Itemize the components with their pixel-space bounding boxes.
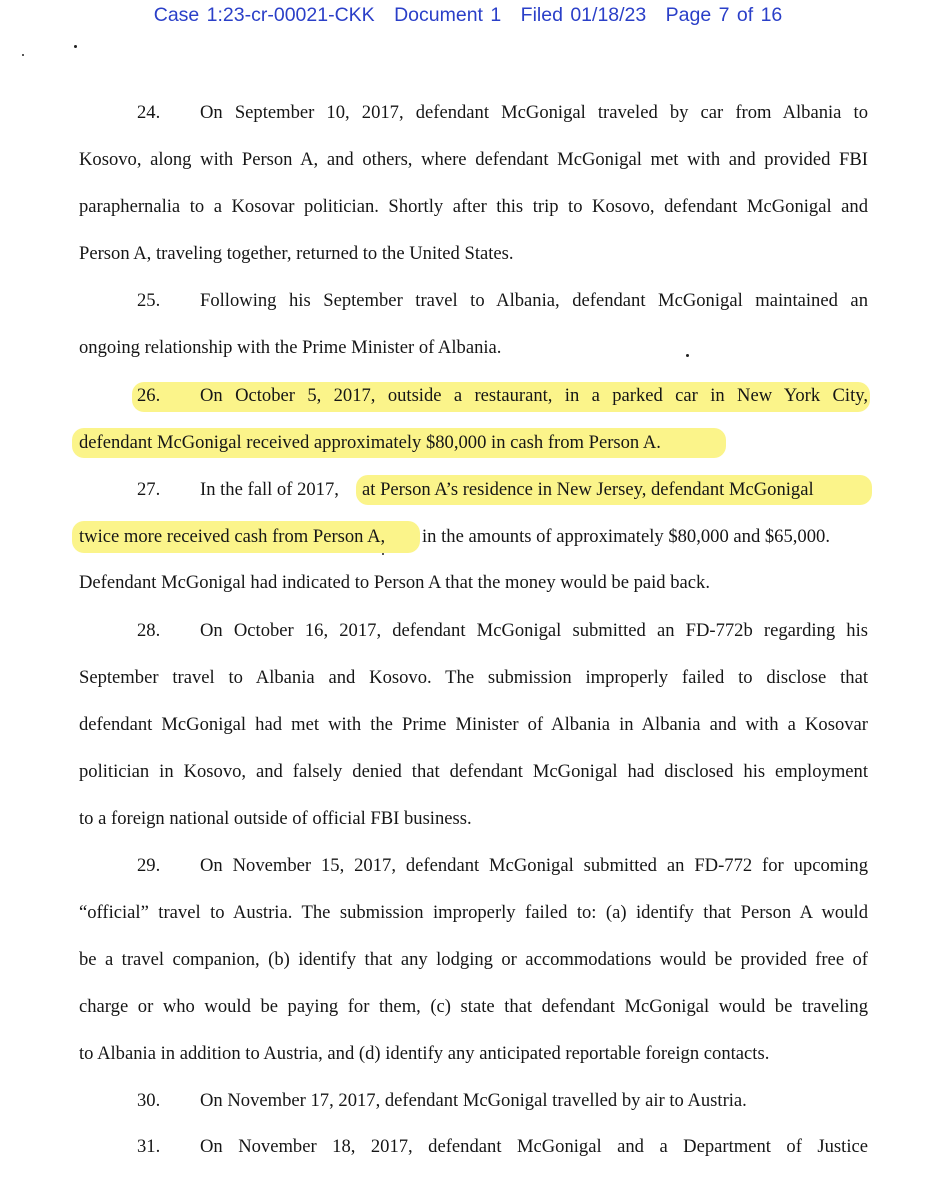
paragraph-line: to a foreign national outside of official FBI business.	[79, 808, 472, 829]
filed-date: Filed 01/18/23	[520, 4, 647, 26]
scan-speck	[382, 553, 384, 555]
scan-speck	[74, 45, 77, 48]
page-indicator: Page 7 of 16	[665, 4, 783, 26]
paragraph-line: defendant McGonigal had met with the Prime Minister of Albania in Albania and with a Kosovar	[79, 714, 868, 735]
paragraph-line: ongoing relationship with the Prime Minister of Albania.	[79, 337, 502, 358]
paragraph-number: 25.	[137, 290, 161, 311]
paragraph-line: September travel to Albania and Kosovo. The submission improperly failed to disclose that	[79, 667, 868, 688]
paragraph-line: be a travel companion, (b) identify that any lodging or accommodations would be provided free of	[79, 949, 868, 970]
paragraph-27-number: 27.	[137, 479, 161, 500]
highlighted-text: twice more received cash from Person A,	[79, 526, 386, 547]
paragraph-number: 29.	[137, 855, 161, 876]
paragraph-line: Kosovo, along with Person A, and others, where defendant McGonigal met with and provided FBI	[79, 149, 868, 170]
case-number: Case 1:23-cr-00021-CKK	[153, 4, 375, 26]
paragraph-line: Person A, traveling together, returned to the United States.	[79, 243, 514, 264]
court-filing-header	[0, 4, 936, 27]
highlighted-text: at Person A’s residence in New Jersey, defendant McGonigal	[362, 479, 814, 500]
paragraph-number: 30.	[137, 1090, 161, 1111]
paragraph-line: politician in Kosovo, and falsely denied that defendant McGonigal had disclosed his employment	[79, 761, 868, 782]
paragraph-line: On October 16, 2017, defendant McGonigal submitted an FD-772b regarding his	[200, 620, 868, 641]
paragraph-line: On September 10, 2017, defendant McGonigal traveled by car from Albania to	[200, 102, 868, 123]
paragraph-line: “official” travel to Austria. The submission improperly failed to: (a) identify that Person A would	[79, 902, 868, 923]
paragraph-line-plain: in the amounts of approximately $80,000 and $65,000.	[422, 526, 830, 547]
paragraph-line: On November 17, 2017, defendant McGonigal travelled by air to Austria.	[200, 1090, 747, 1111]
paragraph-line: On November 18, 2017, defendant McGonigal and a Department of Justice	[200, 1136, 868, 1157]
paragraph-line: Defendant McGonigal had indicated to Person A that the money would be paid back.	[79, 572, 710, 593]
paragraph-line: defendant McGonigal received approximately $80,000 in cash from Person A.	[79, 432, 661, 453]
paragraph-line: On October 5, 2017, outside a restaurant, in a parked car in New York City,	[200, 385, 868, 406]
paragraph-line-plain: In the fall of 2017,	[200, 479, 339, 500]
document-number: Document 1	[394, 4, 502, 26]
paragraph-number: 31.	[137, 1136, 161, 1157]
paragraph-number: 26.	[137, 385, 161, 406]
paragraph-line: to Albania in addition to Austria, and (d) identify any anticipated reportable foreign contacts.	[79, 1043, 770, 1064]
paragraph-number: 24.	[137, 102, 161, 123]
paragraph-line: charge or who would be paying for them, (c) state that defendant McGonigal would be traveling	[79, 996, 868, 1017]
scan-speck	[22, 54, 24, 56]
paragraph-line: Following his September travel to Albania, defendant McGonigal maintained an	[200, 290, 868, 311]
scan-speck	[686, 354, 689, 357]
paragraph-line: On November 15, 2017, defendant McGonigal submitted an FD-772 for upcoming	[200, 855, 868, 876]
paragraph-number: 28.	[137, 620, 161, 641]
paragraph-line: paraphernalia to a Kosovar politician. Shortly after this trip to Kosovo, defendant McGonigal and	[79, 196, 868, 217]
